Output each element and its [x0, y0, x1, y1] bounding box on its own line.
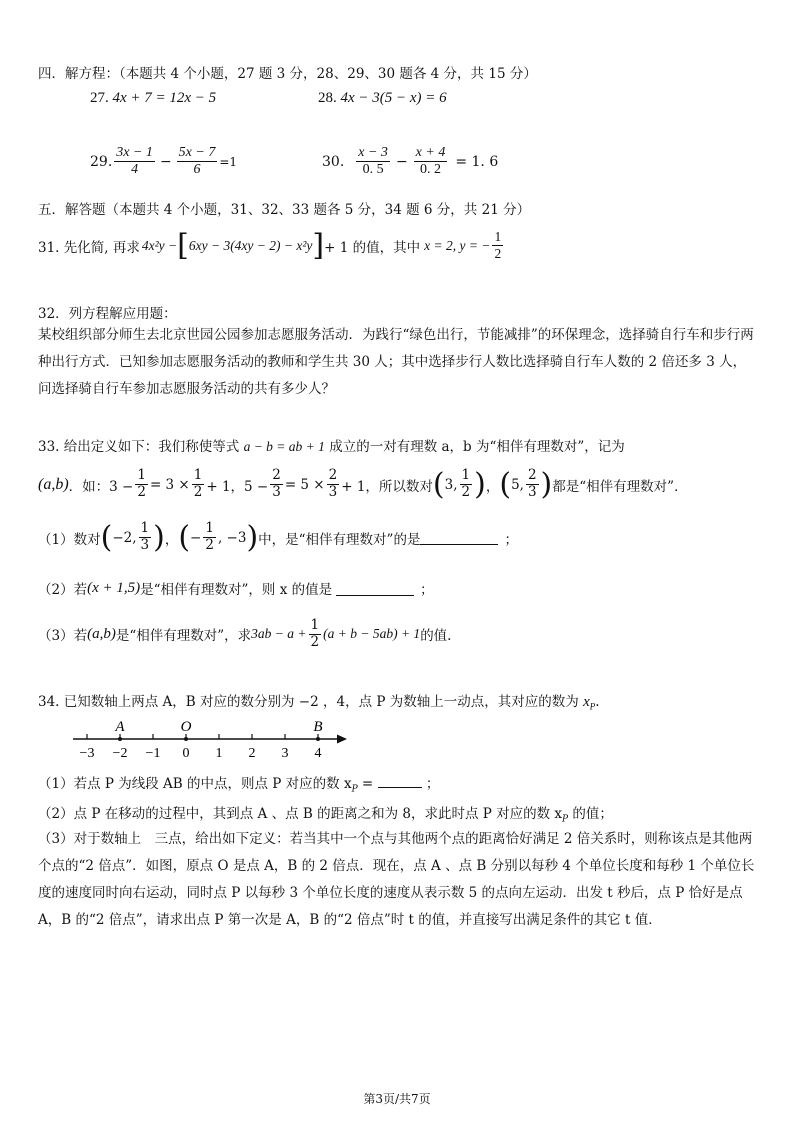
- q34-p1-subscript: P: [351, 784, 358, 795]
- q33-p1-pair2-end: , −3: [217, 529, 247, 546]
- q33-intro: 33. 给出定义如下：我们称使等式: [38, 439, 240, 455]
- q33-p3-mid: 是“相伴有理数对”，求: [115, 628, 252, 645]
- q34-p2-text: （2）点 P 在移动的过程中，其到点 A 、点 B 的距离之和为 8，求此时点 P 对应的数 x: [38, 806, 563, 822]
- q33-p1-pair2-sign: −: [190, 529, 202, 546]
- q34-part1: [38, 772, 439, 795]
- q33-line2-end: 都是“相伴有理数对”．: [552, 478, 688, 495]
- q34-xp-subscript: P: [589, 701, 596, 712]
- axis-tick-label: 4: [314, 746, 322, 761]
- page-footer: 第3页/共7页: [363, 1092, 431, 1106]
- q33-p1-pair1-frac: [139, 521, 152, 553]
- q31-frac-denominator: 2: [494, 246, 502, 261]
- q34-p2-tail: 的值；: [568, 806, 613, 822]
- q33-ex1-frac-b: [192, 468, 205, 500]
- question-28: [318, 90, 447, 107]
- q33-ex1-frac-a: [135, 468, 148, 500]
- q33-p1-tail: ；: [504, 531, 518, 548]
- q31-left-bracket: [: [177, 228, 189, 263]
- comma: ，: [485, 478, 500, 495]
- q33-pair2: 5,: [511, 476, 524, 493]
- q33-p1-answer-blank[interactable]: [420, 530, 498, 545]
- q27-number: 27.: [90, 90, 109, 106]
- q33-part1: [38, 520, 518, 555]
- q29-fraction-2: [177, 145, 218, 178]
- q28-number: 28.: [318, 90, 337, 106]
- paren-close: ): [246, 520, 259, 555]
- paren-close: ): [540, 467, 553, 502]
- q34-period: .: [595, 694, 600, 710]
- number-line-ticks: [80, 734, 322, 761]
- comma: ，: [164, 531, 179, 548]
- denominator: 2: [310, 633, 320, 650]
- q33-pair-notation: (a,b): [38, 475, 69, 493]
- axis-tick-label: −1: [145, 746, 161, 761]
- q33-line1: [38, 435, 625, 455]
- axis-tick-label: 0: [182, 746, 190, 761]
- q33-p1-pair2-frac: [203, 521, 216, 553]
- numerator: 2: [328, 467, 338, 484]
- point-O-dot: [184, 737, 188, 741]
- q30-minus: −: [395, 153, 408, 170]
- q34-intro-line: [38, 690, 600, 712]
- q33-ex2-end: + 1，所以数对: [341, 478, 433, 495]
- q34-intro: 34. 已知数轴上两点 A，B 对应的数分别为 −2 ，4，点 P 为数轴上一动点，其对应的数为: [38, 694, 579, 710]
- section5-heading: 五．解答题（本题共 4 个小题，31、32、33 题各 5 分，34 题 6 分，共 21 分）: [38, 202, 531, 218]
- q31-expr-b: 6xy − 3(4xy − 2) − x²y: [188, 237, 313, 253]
- q33-ex2-frac-b: [327, 468, 340, 500]
- q34-part2: [38, 802, 613, 825]
- q33-pair1: 3,: [444, 476, 458, 493]
- axis-tick-label: −3: [79, 746, 95, 761]
- q33-p2-label: （2）若: [38, 582, 88, 598]
- denominator: 2: [205, 537, 214, 553]
- q34-p1-text: （1）若点 P 为线段 AB 的中点，则点 P 对应的数 x: [38, 776, 352, 792]
- denominator: 2: [193, 484, 203, 500]
- q33-p1-label: （1）数对: [38, 531, 101, 548]
- q30-fraction-1: [356, 145, 390, 178]
- question-29: [90, 145, 237, 178]
- q33-part3: [38, 618, 451, 650]
- paren-open: (: [432, 467, 445, 502]
- q33-definition-equation: a − b = ab + 1: [243, 439, 325, 454]
- paren-open: (: [499, 467, 512, 502]
- paren-close: ): [474, 467, 486, 502]
- question-27: [90, 90, 216, 107]
- q33-ex2-rest: = 5 ×: [284, 476, 325, 493]
- q27-equation: 4x + 7 = 12x − 5: [112, 90, 217, 106]
- q33-ex1-rest: = 3 ×: [149, 476, 190, 493]
- paren-open: (: [178, 520, 191, 555]
- denominator: 3: [328, 484, 338, 500]
- q34-p1-answer-blank[interactable]: [378, 775, 422, 788]
- axis-tick-label: 2: [248, 746, 256, 761]
- q34-xp: x: [583, 694, 590, 710]
- q32-body: 某校组织部分师生去北京世园公园参加志愿服务活动．为践行“绿色出行，节能减排”的环保理念，选择骑自行车和步行两种出行方式．已知参加志愿服务活动的教师和学生共 30 人；其中选择步行人数比选择骑自行车人数的 2 倍还多 3 人，问选择骑自行车参加志愿服务活动的共有多少人？: [38, 327, 754, 397]
- denominator: 3: [272, 484, 281, 500]
- numerator: 1: [193, 467, 203, 484]
- axis-tick-label: 3: [281, 746, 289, 761]
- q33-p2-tail: ；: [420, 582, 434, 598]
- q33-ex1-end: + 1，5 −: [206, 478, 269, 495]
- q33-part2: [38, 578, 434, 598]
- q30-f1-numerator: x − 3: [356, 145, 390, 162]
- denominator: 3: [140, 537, 150, 553]
- numerator: 1: [205, 520, 214, 537]
- q29-number: 29.: [90, 153, 113, 170]
- q30-f2-numerator: x + 4: [414, 145, 448, 162]
- q29-f1-denominator: 4: [131, 162, 139, 178]
- point-label-B: B: [313, 719, 323, 735]
- numerator: 1: [310, 617, 320, 633]
- q30-rhs: = 1. 6: [455, 153, 499, 170]
- q33-p3-frac: [309, 618, 322, 650]
- q31-condition: x = 2, y = −: [424, 237, 491, 253]
- denominator: 2: [137, 484, 146, 500]
- q33-p2-answer-blank[interactable]: [336, 581, 414, 596]
- section4-heading: 四．解方程：（本题共 4 个小题，27 题 3 分，28、29、30 题各 4 分，共 15 分）: [38, 66, 537, 82]
- paren-open: (: [100, 520, 113, 555]
- axis-tick-label: −2: [112, 746, 128, 761]
- q34-p2-subscript: P: [562, 814, 569, 825]
- q33-p2-pair: (x + 1,5): [87, 579, 141, 596]
- q29-f2-denominator: 6: [193, 162, 201, 178]
- numerator: 1: [140, 520, 150, 537]
- q29-rhs: =1: [219, 154, 238, 169]
- q34-p1-eq: =: [357, 776, 374, 792]
- q32-title: 32．列方程解应用题：: [38, 306, 177, 322]
- q33-p3-end: 的值.: [420, 628, 452, 645]
- paren-close: ): [153, 520, 165, 555]
- q31-fraction: [492, 229, 503, 261]
- q29-f2-numerator: 5x − 7: [177, 145, 218, 162]
- q29-f1-numerator: 3x − 1: [114, 145, 155, 162]
- denominator: 3: [527, 484, 537, 500]
- point-label-O: O: [180, 719, 192, 735]
- q33-example-lead: ．如：3 −: [68, 478, 134, 495]
- q31-right-bracket: ]: [312, 228, 325, 263]
- numerator: 1: [137, 467, 146, 484]
- q30-f1-denominator: 0. 5: [362, 162, 384, 178]
- q33-intro-2: 成立的一对有理数 a，b 为“相伴有理数对”，记为: [329, 439, 625, 455]
- q33-p3-label: （3）若: [38, 628, 88, 645]
- q31-expr-a: 4x²y −: [141, 237, 178, 253]
- numerator: 2: [272, 467, 281, 484]
- point-B-dot: [316, 737, 320, 741]
- q33-p3-expr-2: (a + b − 5ab) + 1: [323, 626, 421, 642]
- q33-p1-pair1: −2,: [112, 529, 137, 546]
- q33-p2-mid: 是“相伴有理数对”，则 x 的值是: [140, 582, 333, 598]
- q33-p3-pair: (a,b): [87, 625, 116, 642]
- q33-p1-end: 中，是“相伴有理数对”的是: [258, 531, 421, 548]
- q34-part3: （3）对于数轴上 三点，给出如下定义：若当其中一个点与其他两个点的距离恰好满足 2 倍关系时，则称该点是其他两个点的“2 倍点”．如图，原点 O 是点 A，B 的 2 倍点．现在，点 A 、点 B 分别以每秒 4 个单位长度和每秒 1 个单位长度的速度同时向右运动，同时点 P 以每秒 3 个单位长度的速度从表示数 5 的点向左运动．出发 t 秒后，点 P 恰好是点 A，B 的“2 倍点”，请求出点 P 第一次是 A，B 的“2 倍点”时 t 的值，并直接写出满足条件的其它 t 值．: [38, 831, 755, 928]
- q30-fraction-2: [414, 145, 448, 178]
- q33-line2: [38, 467, 688, 502]
- question-31: [38, 228, 505, 263]
- q31-expr-c: + 1 的值，其中: [324, 239, 421, 256]
- q33-ex2-frac-a: [270, 468, 283, 500]
- q33-p3-expr: 3ab − a +: [251, 626, 307, 642]
- q29-fraction-1: [114, 145, 155, 178]
- arrow-head-icon: [337, 735, 347, 744]
- q30-number: 30.: [322, 153, 345, 170]
- point-label-A: A: [115, 719, 125, 735]
- point-A-dot: [118, 737, 122, 741]
- q31-lead: 31. 先化简, 再求: [38, 239, 140, 256]
- q31-frac-numerator: 1: [494, 229, 502, 245]
- q34-p1-tail: ；: [425, 776, 440, 792]
- denominator: 2: [461, 484, 471, 500]
- q29-minus: −: [159, 153, 172, 170]
- axis-tick-label: 1: [215, 746, 223, 761]
- numerator: 1: [461, 467, 471, 484]
- number-line: [65, 712, 355, 764]
- question-30: [322, 145, 498, 178]
- numerator: 2: [527, 467, 537, 484]
- q33-pair1-frac: [460, 468, 473, 500]
- q30-f2-denominator: 0. 2: [420, 162, 441, 178]
- q33-pair2-frac: [526, 468, 539, 500]
- q28-equation: 4x − 3(5 − x) = 6: [340, 90, 447, 106]
